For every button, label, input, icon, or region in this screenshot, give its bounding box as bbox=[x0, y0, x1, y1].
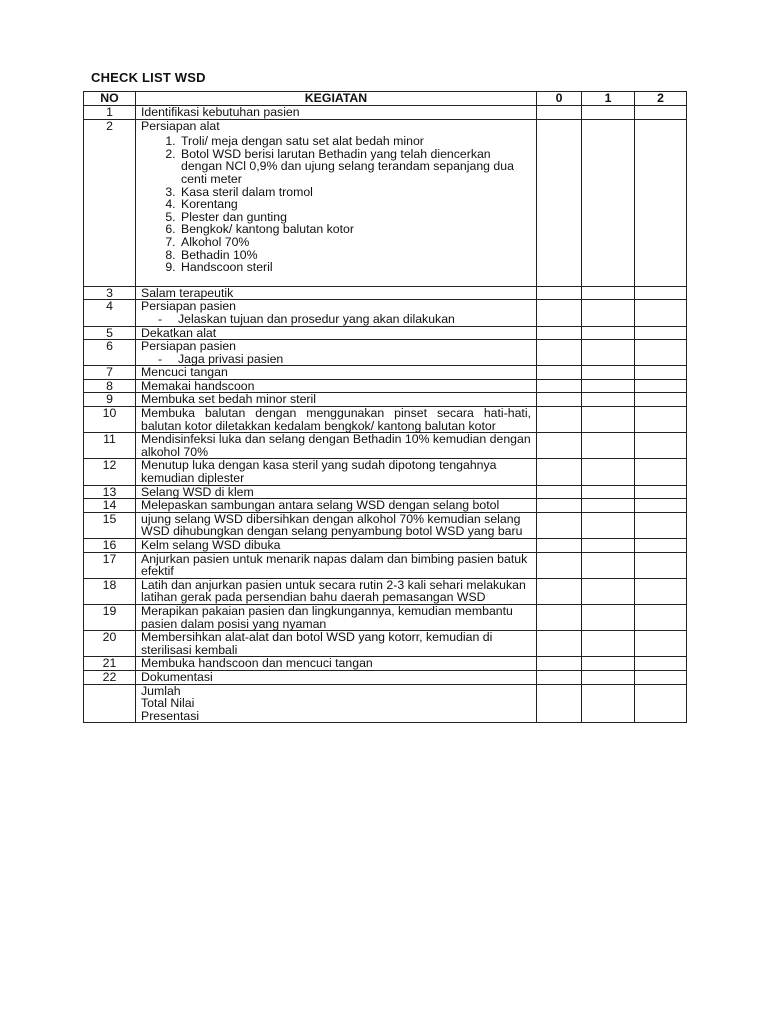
table-row bbox=[84, 552, 687, 578]
table-row bbox=[84, 340, 687, 366]
row-number bbox=[84, 684, 136, 723]
document-title: CHECK LIST WSD bbox=[91, 70, 206, 85]
score-cell-2 bbox=[635, 670, 687, 684]
activity-text: Identifikasi kebutuhan pasien bbox=[136, 106, 537, 120]
score-cell-0 bbox=[537, 539, 582, 553]
score-cell-0 bbox=[537, 119, 582, 286]
table-row bbox=[84, 393, 687, 407]
list-item: 5. Plester dan gunting bbox=[179, 211, 531, 224]
score-cell-0 bbox=[537, 499, 582, 513]
activity-text: Menutup luka dengan kasa steril yang sudah dipotong tengahnya kemudian diplester bbox=[136, 459, 537, 485]
activity-text: Melepaskan sambungan antara selang WSD dengan selang botol bbox=[136, 499, 537, 513]
table-row bbox=[84, 459, 687, 485]
score-cell-2 bbox=[635, 459, 687, 485]
table-row bbox=[84, 366, 687, 380]
score-cell-0 bbox=[537, 379, 582, 393]
score-cell-0 bbox=[537, 106, 582, 120]
row-number: 6 bbox=[84, 340, 136, 366]
score-cell-0 bbox=[537, 286, 582, 300]
activity-cell bbox=[136, 340, 537, 366]
row-number: 19 bbox=[84, 604, 136, 630]
score-cell-2 bbox=[635, 379, 687, 393]
list-item: 8. Bethadin 10% bbox=[179, 249, 531, 262]
score-cell-2 bbox=[635, 393, 687, 407]
row-number: 8 bbox=[84, 379, 136, 393]
row-number: 3 bbox=[84, 286, 136, 300]
row-number: 2 bbox=[84, 119, 136, 286]
score-cell-1 bbox=[582, 499, 635, 513]
activity-text: Mencuci tangan bbox=[136, 366, 537, 380]
score-cell-2 bbox=[635, 578, 687, 604]
table-row bbox=[84, 119, 687, 286]
list-item: 2. Botol WSD berisi larutan Bethadin yang telah diencerkan dengan NCl 0,9% dan ujung selang terandam sepanjang dua centi meter bbox=[179, 148, 531, 186]
table-row bbox=[84, 604, 687, 630]
activity-text: Salam terapeutik bbox=[136, 286, 537, 300]
score-cell-1 bbox=[582, 379, 635, 393]
score-cell-0 bbox=[537, 657, 582, 671]
list-item: 3. Kasa steril dalam tromol bbox=[179, 186, 531, 199]
sub-item-text: Jaga privasi pasien bbox=[178, 351, 284, 366]
dash-bullet: - bbox=[158, 311, 163, 326]
sub-item bbox=[141, 353, 531, 366]
activity-cell bbox=[136, 300, 537, 326]
score-cell-2 bbox=[635, 499, 687, 513]
row-number: 9 bbox=[84, 393, 136, 407]
score-cell-0 bbox=[537, 631, 582, 657]
row-number: 22 bbox=[84, 670, 136, 684]
score-cell-1 bbox=[582, 657, 635, 671]
sub-item-text: Jelaskan tujuan dan prosedur yang akan dilakukan bbox=[178, 311, 455, 326]
score-cell-2 bbox=[635, 604, 687, 630]
activity-text: Dekatkan alat bbox=[136, 326, 537, 340]
score-cell-2 bbox=[635, 552, 687, 578]
list-item: 9. Handscoon steril bbox=[179, 261, 531, 274]
score-cell-0 bbox=[537, 684, 582, 723]
table-row bbox=[84, 485, 687, 499]
score-cell-0 bbox=[537, 459, 582, 485]
score-cell-1 bbox=[582, 433, 635, 459]
header-no: NO bbox=[84, 92, 136, 106]
row-number: 16 bbox=[84, 539, 136, 553]
score-cell-1 bbox=[582, 485, 635, 499]
table-row bbox=[84, 512, 687, 538]
activity-text: Membersihkan alat-alat dan botol WSD yang kotorr, kemudian di sterilisasi kembali bbox=[136, 631, 537, 657]
score-cell-1 bbox=[582, 366, 635, 380]
row-number: 4 bbox=[84, 300, 136, 326]
score-cell-1 bbox=[582, 631, 635, 657]
activity-text: Merapikan pakaian pasien dan lingkungannya, kemudian membantu pasien dalam posisi yang nyaman bbox=[136, 604, 537, 630]
score-cell-2 bbox=[635, 407, 687, 433]
header-score-2: 2 bbox=[635, 92, 687, 106]
activity-text: Membuka balutan dengan menggunakan pinset secara hati-hati, balutan kotor diletakkan kedalam bengkok/ kantong balutan kotor bbox=[136, 407, 537, 433]
score-cell-2 bbox=[635, 433, 687, 459]
score-cell-0 bbox=[537, 326, 582, 340]
score-cell-2 bbox=[635, 326, 687, 340]
table-row bbox=[84, 326, 687, 340]
row-number: 7 bbox=[84, 366, 136, 380]
score-cell-0 bbox=[537, 433, 582, 459]
summary-total-nilai: Total Nilai bbox=[141, 696, 195, 711]
table-row bbox=[84, 499, 687, 513]
score-cell-2 bbox=[635, 684, 687, 723]
table-row bbox=[84, 578, 687, 604]
sub-item bbox=[141, 313, 531, 326]
score-cell-1 bbox=[582, 340, 635, 366]
summary-row bbox=[84, 684, 687, 723]
score-cell-1 bbox=[582, 539, 635, 553]
score-cell-1 bbox=[582, 604, 635, 630]
score-cell-1 bbox=[582, 119, 635, 286]
row-number: 21 bbox=[84, 657, 136, 671]
score-cell-1 bbox=[582, 578, 635, 604]
row-number: 13 bbox=[84, 485, 136, 499]
score-cell-1 bbox=[582, 552, 635, 578]
score-cell-0 bbox=[537, 340, 582, 366]
activity-text: Membuka set bedah minor steril bbox=[136, 393, 537, 407]
checklist-table bbox=[83, 91, 687, 723]
score-cell-2 bbox=[635, 286, 687, 300]
activity-text: Mendisinfeksi luka dan selang dengan Bethadin 10% kemudian dengan alkohol 70% bbox=[136, 433, 537, 459]
activity-text: Kelm selang WSD dibuka bbox=[136, 539, 537, 553]
score-cell-0 bbox=[537, 552, 582, 578]
score-cell-0 bbox=[537, 512, 582, 538]
score-cell-0 bbox=[537, 300, 582, 326]
summary-presentasi: Presentasi bbox=[141, 708, 200, 723]
score-cell-1 bbox=[582, 684, 635, 723]
score-cell-2 bbox=[635, 512, 687, 538]
score-cell-1 bbox=[582, 512, 635, 538]
dash-bullet: - bbox=[158, 351, 163, 366]
activity-cell bbox=[136, 119, 537, 286]
equipment-list bbox=[141, 135, 531, 274]
activity-text: Memakai handscoon bbox=[136, 379, 537, 393]
table-row bbox=[84, 631, 687, 657]
summary-cell bbox=[136, 684, 537, 723]
score-cell-1 bbox=[582, 286, 635, 300]
row-number: 17 bbox=[84, 552, 136, 578]
activity-text: Persiapan pasien bbox=[141, 299, 237, 314]
header-score-0: 0 bbox=[537, 92, 582, 106]
score-cell-1 bbox=[582, 670, 635, 684]
score-cell-2 bbox=[635, 631, 687, 657]
score-cell-1 bbox=[582, 326, 635, 340]
score-cell-0 bbox=[537, 485, 582, 499]
score-cell-1 bbox=[582, 407, 635, 433]
score-cell-2 bbox=[635, 119, 687, 286]
list-item: 4. Korentang bbox=[179, 198, 531, 211]
summary-jumlah: Jumlah bbox=[141, 683, 181, 698]
table-row bbox=[84, 407, 687, 433]
header-kegiatan: KEGIATAN bbox=[136, 92, 537, 106]
list-item: 7. Alkohol 70% bbox=[179, 236, 531, 249]
score-cell-1 bbox=[582, 300, 635, 326]
table-row bbox=[84, 106, 687, 120]
activity-text: Selang WSD di klem bbox=[136, 485, 537, 499]
row-number: 10 bbox=[84, 407, 136, 433]
activity-text: Membuka handscoon dan mencuci tangan bbox=[136, 657, 537, 671]
score-cell-0 bbox=[537, 578, 582, 604]
table-row bbox=[84, 539, 687, 553]
table-row bbox=[84, 670, 687, 684]
header-score-1: 1 bbox=[582, 92, 635, 106]
table-row bbox=[84, 379, 687, 393]
row-number: 12 bbox=[84, 459, 136, 485]
activity-text: Anjurkan pasien untuk menarik napas dalam dan bimbing pasien batuk efektif bbox=[136, 552, 537, 578]
score-cell-2 bbox=[635, 657, 687, 671]
table-row bbox=[84, 286, 687, 300]
score-cell-2 bbox=[635, 106, 687, 120]
list-item: 6. Bengkok/ kantong balutan kotor bbox=[179, 223, 531, 236]
score-cell-2 bbox=[635, 300, 687, 326]
activity-text: Dokumentasi bbox=[136, 670, 537, 684]
activity-text: ujung selang WSD dibersihkan dengan alkohol 70% kemudian selang WSD dihubungkan dengan selang penyambung botol WSD yang baru bbox=[136, 512, 537, 538]
score-cell-0 bbox=[537, 366, 582, 380]
score-cell-0 bbox=[537, 407, 582, 433]
activity-text: Latih dan anjurkan pasien untuk secara rutin 2-3 kali sehari melakukan latihan gerak pada persendian bahu daerah pemasangan WSD bbox=[136, 578, 537, 604]
table-row bbox=[84, 300, 687, 326]
score-cell-2 bbox=[635, 539, 687, 553]
score-cell-2 bbox=[635, 366, 687, 380]
score-cell-0 bbox=[537, 670, 582, 684]
row-number: 18 bbox=[84, 578, 136, 604]
row-number: 15 bbox=[84, 512, 136, 538]
header-row bbox=[84, 92, 687, 106]
score-cell-0 bbox=[537, 604, 582, 630]
score-cell-1 bbox=[582, 459, 635, 485]
list-item: 1. Troli/ meja dengan satu set alat bedah minor bbox=[179, 135, 531, 148]
row-number: 11 bbox=[84, 433, 136, 459]
row-number: 20 bbox=[84, 631, 136, 657]
score-cell-2 bbox=[635, 340, 687, 366]
activity-text: Persiapan alat bbox=[141, 118, 220, 133]
row-number: 5 bbox=[84, 326, 136, 340]
score-cell-1 bbox=[582, 393, 635, 407]
row-number: 14 bbox=[84, 499, 136, 513]
activity-text: Persiapan pasien bbox=[141, 339, 237, 354]
table-row bbox=[84, 433, 687, 459]
score-cell-1 bbox=[582, 106, 635, 120]
row-number: 1 bbox=[84, 106, 136, 120]
score-cell-2 bbox=[635, 485, 687, 499]
table-row bbox=[84, 657, 687, 671]
score-cell-0 bbox=[537, 393, 582, 407]
